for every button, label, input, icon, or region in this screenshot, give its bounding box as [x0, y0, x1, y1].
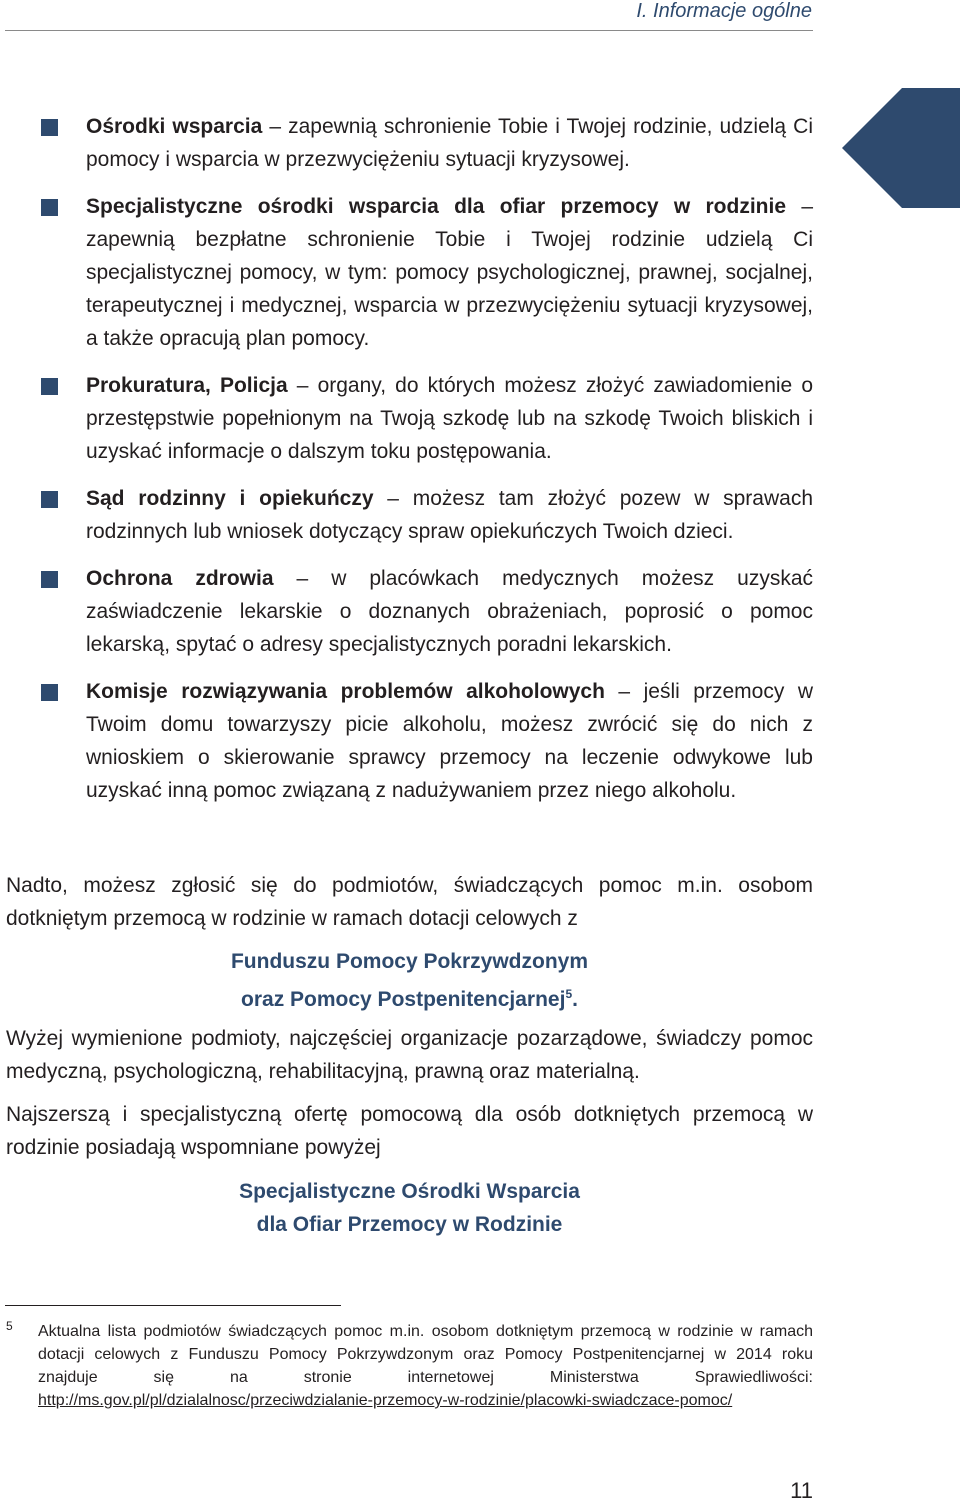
list-item — [40, 369, 813, 468]
footnote-rule — [5, 1305, 341, 1306]
bullet-square-icon — [41, 571, 58, 588]
fund-name-period: . — [572, 988, 578, 1011]
item-term: Komisje rozwiązywania problemów alkoholowych — [86, 680, 605, 703]
corner-tab-decoration — [842, 88, 960, 208]
item-term: Specjalistyczne ośrodki wsparcia dla ofiar przemocy w rodzinie — [86, 195, 787, 218]
page-number: 11 — [790, 1478, 813, 1503]
item-description: – zapewnią bezpłatne schronienie Tobie i Twojej rodzinie udzielą Ci specjalistycznej pomocy, w tym: pomocy psychologicznej, prawnej, socjalnej, terapeutycznej i medycznej, wsparcia w przezwyciężeniu sytuacji kryzysowej, a także opracują plan pomocy. — [86, 195, 813, 350]
list-item — [40, 482, 813, 548]
footnote-reference: 5 — [565, 987, 573, 1001]
item-description: – w placówkach medycznych możesz uzyskać zaświadczenie lekarskie o doznanych obrażeniach, poprosić o pomoc lekarską, spytać o adresy specjalistycznych poradni lekarskich. — [86, 567, 814, 656]
list-item — [40, 190, 813, 355]
bullet-square-icon — [41, 491, 58, 508]
item-description: – organy, do których możesz złożyć zawiadomienie o przestępstwie popełnionym na Twoją szkodę lub na szkodę Twoich bliskich i uzyskać informacje o dalszym toku postępowania. — [86, 374, 814, 463]
centres-name-line-2: dla Ofiar Przemocy w Rodzinie — [256, 1213, 563, 1236]
fund-name-text: oraz Pomocy Postpenitencjarnej — [241, 988, 566, 1011]
item-term: Ośrodki wsparcia — [86, 115, 263, 138]
paragraph-specialist-offer: Najszerszą i specjalistyczną ofertę pomocową dla osób dotkniętych przemocą w rodzinie posiadają wspomniane powyżej — [6, 1103, 813, 1159]
list-item — [40, 675, 813, 807]
paragraph-entities-help: Wyżej wymienione podmioty, najczęściej organizacje pozarządowe, świadczy pomoc medyczną, psychologiczną, rehabilitacyjną, prawną oraz materialną. — [6, 1027, 813, 1083]
item-term: Prokuratura, Policja — [86, 374, 288, 397]
centres-name-line-1: Specjalistyczne Ośrodki Wsparcia — [239, 1180, 580, 1203]
paragraph-other-entities: Nadto, możesz zgłosić się do podmiotów, świadczących pomoc m.in. osobom dotkniętym przemocą w rodzinie w ramach dotacji celowych z — [6, 874, 813, 930]
item-description: – jeśli przemocy w Twoim domu towarzyszy picie alkoholu, możesz zwrócić się do nich z wnioskiem o skierowanie sprawcy przemocy na leczenie odwykowe lub uzyskać inną pomoc związaną z nadużywaniem przez niego alkoholu. — [86, 680, 813, 802]
item-description: – zapewnią schronienie Tobie i Twojej rodzinie, udzielą Ci pomocy i wsparcia w przezwyciężeniu sytuacji kryzysowej. — [86, 115, 813, 171]
list-item — [40, 110, 813, 176]
footnote-body: Aktualna lista podmiotów świadczących pomoc m.in. osobom dotkniętym przemocą w rodzinie w ramach dotacji celowych z Funduszu Pomocy Pokrzywdzonym oraz Pomocy Postpenitencjarnej w 2014 roku znajduje się na stronie internetowej Ministerstwa Sprawiedliwości: — [38, 1323, 813, 1386]
item-term: Sąd rodzinny i opiekuńczy — [86, 487, 374, 510]
running-header: I. Informacje ogólne — [636, 0, 812, 22]
footnote-text — [38, 1320, 813, 1412]
footnote-number: 5 — [6, 1319, 13, 1333]
bullet-square-icon — [41, 684, 58, 701]
fund-name-line-1: Funduszu Pomocy Pokrzywdzonym — [230, 950, 589, 973]
item-description: – możesz tam złożyć pozew w sprawach rodzinnych lub wniosek dotyczący spraw opiekuńczych Twoich dzieci. — [86, 487, 814, 543]
item-term: Ochrona zdrowia — [86, 567, 274, 590]
footnote-link[interactable]: http://ms.gov.pl/pl/dzialalnosc/przeciwdzialanie-przemocy-w-rodzinie/placowki-swiadczace-pomoc/ — [38, 1392, 733, 1409]
support-institutions-list — [40, 110, 813, 821]
list-item — [40, 562, 813, 661]
header-rule — [5, 30, 813, 31]
bullet-square-icon — [41, 119, 58, 136]
fund-name-line-2 — [6, 978, 813, 1016]
bullet-square-icon — [41, 199, 58, 216]
bullet-square-icon — [41, 378, 58, 395]
